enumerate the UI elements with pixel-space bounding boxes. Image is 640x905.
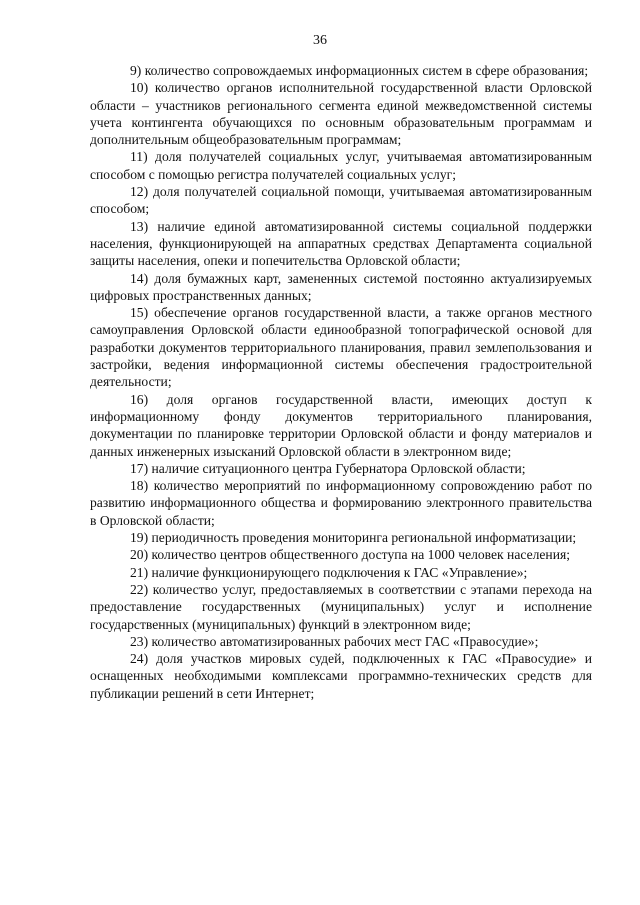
- document-body: [90, 62, 592, 702]
- list-item-17: 17) наличие ситуационного центра Губернатора Орловской области;: [130, 460, 526, 476]
- list-item-24: 24) доля участков мировых судей, подключенных к ГАС «Правосудие» и оснащенных необходимыми комплексами программно-технических средств для публикации решений в сети Интернет;: [90, 651, 592, 701]
- list-item-10: 10) количество органов исполнительной государственной власти Орловской области – участников регионального сегмента единой межведомственной системы учета контингента обучающихся по основным образовательным программам и дополнительным общеобразовательным программам;: [90, 80, 592, 148]
- list-item-16: 16) доля органов государственной власти, имеющих доступ к информационному фонду документов территориального планирования, документации по планировке территории Орловской области и фонду материалов и данных инженерных изысканий Орловской области в электронном виде;: [90, 391, 592, 459]
- list-item-14: 14) доля бумажных карт, замененных системой постоянно актуализируемых цифровых пространственных данных;: [90, 270, 592, 303]
- list-item-11: 11) доля получателей социальных услуг, учитываемая автоматизированным способом с помощью регистра получателей социальных услуг;: [90, 149, 592, 182]
- page-number: 36: [313, 33, 327, 48]
- list-item-12: 12) доля получателей социальной помощи, учитываемая автоматизированным способом;: [90, 184, 592, 217]
- list-item-13: 13) наличие единой автоматизированной системы социальной поддержки населения, функционирующей на аппаратных средствах Департамента социальной защиты населения, опеки и попечительства Орловской области;: [90, 218, 592, 269]
- list-item-9: 9) количество сопровождаемых информационных систем в сфере образования;: [130, 63, 589, 78]
- list-item-22: 22) количество услуг, предоставляемых в соответствии с этапами перехода на предоставление государственных (муниципальных) услуг и исполнение государственных (муниципальных) функций в электронном виде;: [90, 581, 592, 632]
- list-item-15: 15) обеспечение органов государственной власти, а также органов местного самоуправления Орловской области единообразной топографической основой для разработки документов территориального планирования, правил землепользования и застройки, ведения информационной системы обеспечения градостроительной деятельности;: [90, 305, 592, 390]
- list-item-20: 20) количество центров общественного доступа на 1000 человек населения;: [130, 547, 570, 563]
- list-item-19: 19) периодичность проведения мониторинга региональной информатизации;: [130, 530, 577, 546]
- list-item-21: 21) наличие функционирующего подключения к ГАС «Управление»;: [130, 564, 528, 580]
- list-item-18: 18) количество мероприятий по информационному сопровождению работ по развитию информационного общества и формированию электронного правительства в Орловской области;: [90, 478, 592, 528]
- list-item-23: 23) количество автоматизированных рабочих мест ГАС «Правосудие»;: [130, 633, 539, 649]
